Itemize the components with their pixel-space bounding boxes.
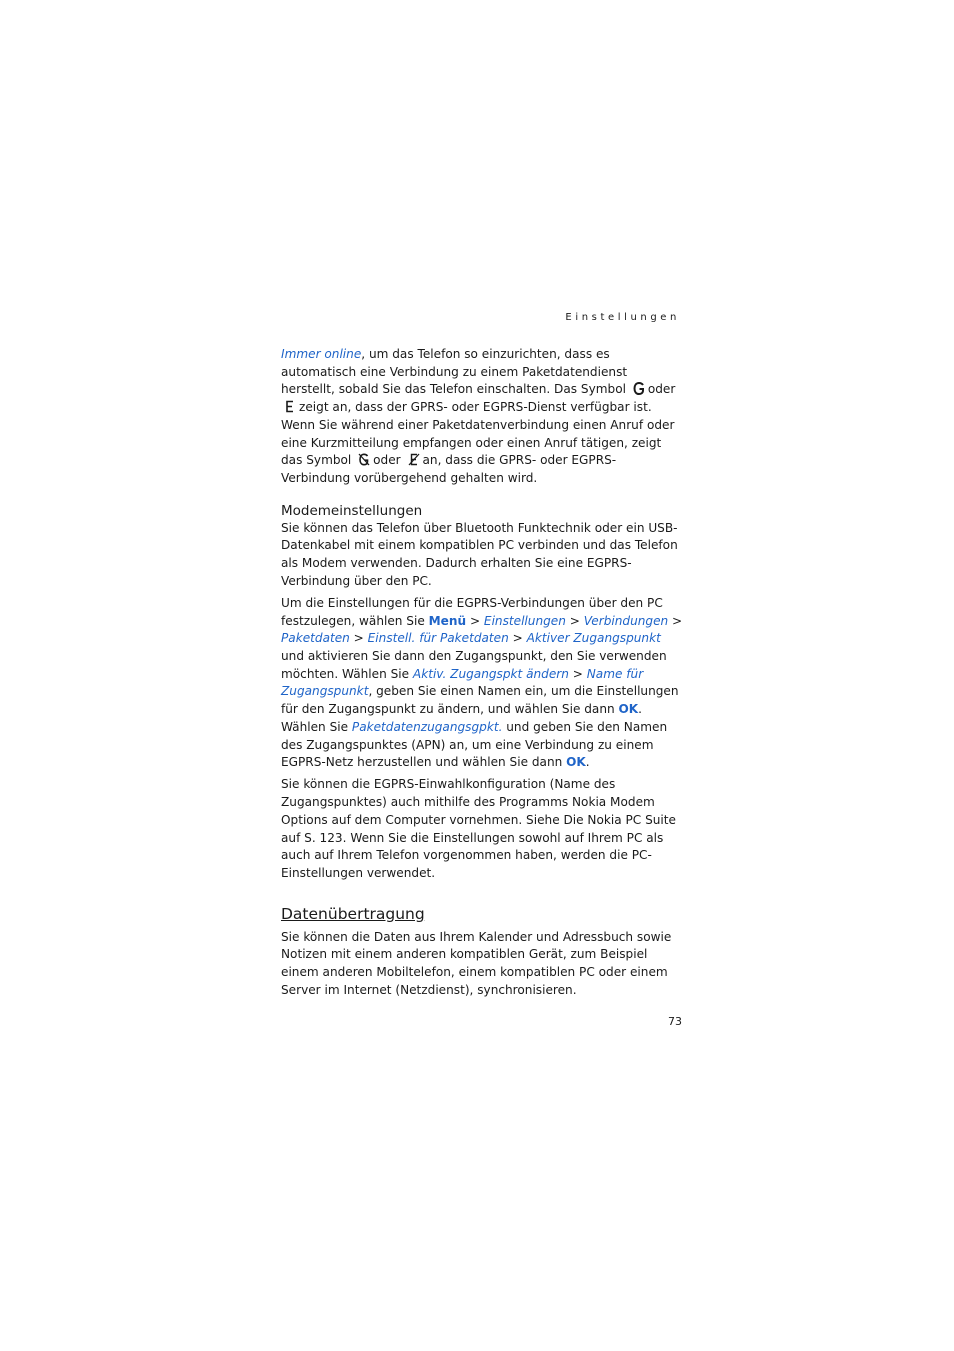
heading-modemeinstellungen: Modemeinstellungen — [281, 502, 423, 519]
gprs-g-icon — [633, 382, 645, 395]
ok-key-1[interactable]: OK — [618, 702, 639, 717]
page-number: 73 — [668, 1015, 682, 1028]
section-header: Einstellungen — [565, 312, 680, 323]
menu-aktiver-zugangspunkt[interactable]: Aktiver Zugangspunkt — [526, 631, 661, 646]
page-content — [281, 346, 683, 1004]
paragraph-daten-1: Sie können die Daten aus Ihrem Kalender und Adressbuch sowie Notizen mit einem anderen kompatiblen Gerät, zum Beispiel einem anderen Mobiltelefon, einem kompatiblen PC oder einem Server im Internet (Netzdienst), synchronisieren. — [281, 929, 672, 997]
menu-paketdaten[interactable]: Paketdaten — [281, 631, 350, 646]
menu-einstell-fuer-paketdaten[interactable]: Einstell. für Paketdaten — [367, 631, 509, 646]
paragraph-modem-3: Sie können die EGPRS-Einwahlkonfiguration (Name des Zugangspunktes) auch mithilfe des Programms Nokia Modem Options auf dem Computer vornehmen. Siehe Die Nokia PC Suite auf S. 123. Wenn Sie die Einstellungen sowohl auf Ihrem PC als auch auf Ihrem Telefon vorgenommen haben, werden die PC-Einstellungen verwendet. — [281, 777, 676, 880]
menu-paketdatenzugangsgpkt[interactable]: Paketdatenzugangsgpkt. — [351, 719, 503, 734]
paragraph-modem-1: Sie können das Telefon über Bluetooth Funktechnik oder ein USB-Datenkabel mit einem kompatiblen PC verbinden und das Telefon als Modem verwenden. Dadurch erhalten Sie eine EGPRS-Verbindung über den PC. — [281, 520, 678, 588]
menu-menue[interactable]: Menü — [428, 613, 467, 628]
paragraph-modem-2: Um die Einstellungen für die EGPRS-Verbindungen über den PC festzulegen, wählen Sie Menü > Einstellungen > Verbindungen > Paketdaten > Einstell. für Paketdaten > Aktiver Zugangspunkt und aktivieren Sie dann den Zugangspunkt, den Sie verwenden möchten. Wählen Sie Aktiv. Zugangspkt ändern > Name für Zugangspunkt, geben Sie einen Namen ein, um die Einstellungen für den Zugangspunkt zu ändern, und wählen Sie dann OK. Wählen Sie Paketdatenzugangsgpkt. und geben Sie den Namen des Zugangspunktes (APN) an, um eine Verbindung zu einem EGPRS-Netz herzustellen und wählen Sie dann OK. — [281, 595, 683, 770]
egprs-e-icon — [284, 400, 296, 413]
paragraph-immer-online: Immer online, um das Telefon so einzurichten, dass es automatisch eine Verbindung zu einem Paketdatendienst herstellt, sobald Sie das Telefon einschalten. Das Symbol oder zeigt an, dass der GPRS- oder EGPRS-Dienst verfügbar ist. Wenn Sie während einer Paketdatenverbindung einen Anruf oder eine Kurzmitteilung empfangen oder einen Anruf tätigen, zeigt das Symbol oder an, dass die GPRS- oder EGPRS-Verbindung vorübergehend gehalten wird. — [281, 347, 676, 485]
egprs-hold-icon — [408, 453, 420, 466]
menu-aktiv-zugangspkt-aendern[interactable]: Aktiv. Zugangspkt ändern — [412, 666, 569, 681]
ok-key-2[interactable]: OK — [566, 755, 586, 770]
menu-name-fuer-zugangspunkt[interactable]: Name für Zugangspunkt — [281, 666, 644, 699]
menu-einstellungen[interactable]: Einstellungen — [483, 613, 566, 628]
gprs-hold-icon — [358, 453, 370, 466]
heading-datenuebertragung: Datenübertragung — [281, 904, 425, 923]
menu-verbindungen[interactable]: Verbindungen — [583, 613, 669, 628]
link-immer-online[interactable]: Immer online — [281, 347, 362, 361]
